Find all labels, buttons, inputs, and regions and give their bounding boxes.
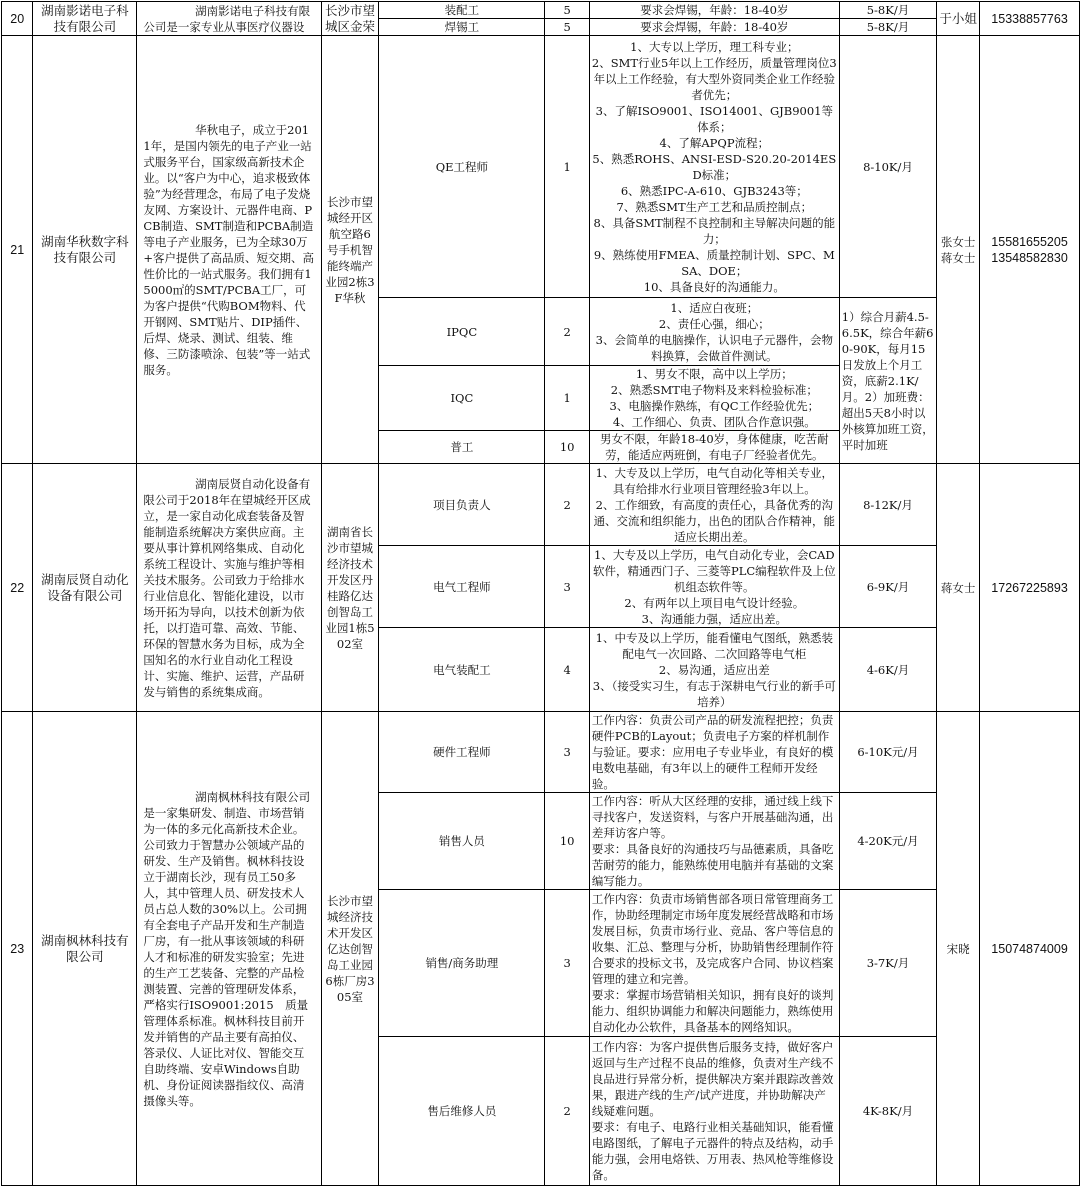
row-number: 21	[2, 36, 33, 464]
job-requirements: 1、中专及以上学历，能看懂电气图纸，熟悉装配电气一次回路、二次回路等电气柜 2、易沟通，适应出差 3、（接受实习生，有志于深耕电气行业的新手可培养）	[589, 628, 839, 712]
job-count: 1	[545, 366, 589, 431]
job-salary: 6-10K元/月	[839, 712, 936, 793]
row-number: 20	[2, 2, 33, 36]
company-intro: 湖南影诺电子科技有限公司是一家专业从事医疗仪器设	[137, 2, 321, 36]
job-salary: 4-20K元/月	[839, 793, 936, 890]
job-requirements: 要求会焊锡，年龄：18-40岁	[589, 19, 839, 36]
job-title: 电气工程师	[379, 546, 545, 628]
company-intro: 湖南辰贤自动化设备有限公司于2018年在望城经开区成立，是一家自动化成套装备及智能制造系统解决方案供应商。主要从事计算机网络集成、自动化系统工程设计、实施与维护等相关技术服务。公司致力于给排水行业信息化、智能化建设，以市场开拓为导向，以技术创新为依托，以打造可靠、高效、节能、环保的智慧水务为目标，成为全国知名的水行业自动化工程设计、实施、维护、运营，产品研发与销售的系统集成商。	[137, 464, 321, 712]
company-intro: 华秋电子，成立于2011年，是国内领先的电子产业一站式服务平台，国家级高新技术企业。以“客户为中心，追求极致体验”为经营理念，布局了电子发烧友网、方案设计、元器件电商、PCB制造、SMT制造和PCBA制造等电子产业服务，已为全球30万+客户提供了高品质、短交期、高性价比的一站式服务。我们拥有15000㎡的SMT/PCBA工厂，可为客户提供“代购BOM物料、代开钢网、SMT贴片、DIP插件、后焊、烧录、测试、组装、维修、三防漆喷涂、包装”等一站式服务。	[137, 36, 321, 464]
job-requirements: 工作内容：负责市场销售部各项日常管理商务工作，协助经理制定市场年度发展经营战略和市场发展目标，负责市场行业、竞品、客户等信息的收集、汇总、整理与分析，协助销售经理制作符合要求的投标文书，及完成客户合同、协议档案管理的建立和完善。 要求：掌握市场营销相关知识，拥有良好的谈判能力、组织协调能力和解决问题能力，熟练使用自动化办公软件，具备基本的网络知识。	[589, 890, 839, 1037]
contact-person: 于小姐	[937, 2, 980, 36]
job-count: 4	[545, 628, 589, 712]
contact-phone: 17267225893	[980, 464, 1080, 712]
contact-person: 宋晓	[937, 712, 980, 1186]
contact-phone: 15338857763	[980, 2, 1080, 36]
job-title: QE工程师	[379, 36, 545, 298]
work-address: 长沙市望城区金荣	[321, 2, 379, 36]
recruitment-table	[1, 1, 1080, 1186]
job-salary: 4-6K/月	[839, 628, 936, 712]
job-title: 装配工	[379, 2, 545, 19]
row-number: 22	[2, 464, 33, 712]
job-title: 项目负责人	[379, 464, 545, 546]
job-title: 售后维修人员	[379, 1037, 545, 1186]
job-salary: 8-12K/月	[839, 464, 936, 546]
company-intro: 湖南枫林科技有限公司是一家集研发、制造、市场营销为一体的多元化高新技术企业。公司致力于智慧办公领域产品的研发、生产及销售。枫林科技设立于湖南长沙，现有员工50多人，其中管理人员、研发技术人员占总人数的30%以上。公司拥有全套电子产品开发和生产制造厂房，有一批从事该领域的科研人才和标准的研发实验室；先进的生产工艺装备、完整的产品检测装置、完善的管理研发体系，严格实行ISO9001:2015 质量管理体系标准。枫林科技目前开发并销售的产品主要有高拍仪、答录仪、人证比对仪、智能交互自助终端、安卓Windows自助机、身份证阅读器指纹仪、高清摄像头等。	[137, 712, 321, 1186]
table-row	[2, 464, 1080, 546]
job-requirements: 1、大专及以上学历，电气自动化专业，会CAD软件，精通西门子、三菱等PLC编程软件及上位机组态软件等。 2、有两年以上项目电气设计经验。 3、沟通能力强，适应出差。	[589, 546, 839, 628]
job-title: 销售/商务助理	[379, 890, 545, 1037]
job-title: IQC	[379, 366, 545, 431]
contact-phone	[980, 36, 1080, 464]
company-name: 湖南枫林科技有限公司	[33, 712, 137, 1186]
job-requirements: 工作内容：负责公司产品的研发流程把控；负责硬件PCB的Layout；负责电子方案的样机制作与验证。要求：应用电子专业毕业，有良好的模电数电基础，有3年以上的硬件工程师开发经验。	[589, 712, 839, 793]
table-row	[2, 2, 1080, 19]
work-address: 湖南省长沙市望城经济技术开发区丹桂路亿达创智岛工业园1栋502室	[321, 464, 379, 712]
contact-person: 蒋女士	[937, 464, 980, 712]
table-row	[2, 36, 1080, 298]
contact-phone-1: 15581655205	[991, 234, 1068, 249]
company-name: 湖南华秋数字科技有限公司	[33, 36, 137, 464]
job-count: 3	[545, 546, 589, 628]
job-count: 1	[545, 36, 589, 298]
job-salary: 8-10K/月	[839, 36, 936, 298]
contact-phone-2: 13548582830	[991, 250, 1068, 265]
job-count: 2	[545, 1037, 589, 1186]
job-title: 电气装配工	[379, 628, 545, 712]
job-requirements: 工作内容：为客户提供售后服务支持，做好客户返回与生产过程不良品的维修，负责对生产线不良品进行异常分析，提供解决方案并跟踪改善效果，跟进产线的生产/试产进度，并协助解决产线疑难问题。 要求：有电子、电路行业相关基础知识，能看懂电路图纸，了解电子元器件的特点及结构，动手能力强，会用电烙铁、万用表、热风枪等维修设备。	[589, 1037, 839, 1186]
contact-phone: 15074874009	[980, 712, 1080, 1186]
job-count: 5	[545, 2, 589, 19]
job-title: IPQC	[379, 298, 545, 366]
company-name: 湖南辰贤自动化设备有限公司	[33, 464, 137, 712]
job-count: 3	[545, 712, 589, 793]
job-salary: 3-7K/月	[839, 890, 936, 1037]
job-requirements: 男女不限，年龄18-40岁，身体健康，吃苦耐劳，能适应两班倒，有电子厂经验者优先。	[589, 431, 839, 464]
job-title: 普工	[379, 431, 545, 464]
job-title: 销售人员	[379, 793, 545, 890]
company-name: 湖南影诺电子科技有限公司	[33, 2, 137, 36]
job-count: 2	[545, 298, 589, 366]
job-salary: 1）综合月薪4.5-6.5K，综合年薪60-90K，每月15日发放上个月工资，底薪2.1K/月。2）加班费：超出5天8小时以外核算加班工资，平时加班	[839, 298, 936, 464]
job-salary: 6-9K/月	[839, 546, 936, 628]
job-count: 2	[545, 464, 589, 546]
work-address: 长沙市望城经开区航空路6号手机智能终端产业园2栋3F华秋	[321, 36, 379, 464]
work-address: 长沙市望城经济技术开发区亿达创智岛工业园6栋厂房305室	[321, 712, 379, 1186]
contact-person: 张女士蒋女士	[937, 36, 980, 464]
job-requirements: 1、男女不限，高中以上学历； 2、熟悉SMT电子物料及来料检验标准； 3、电脑操作熟练，有QC工作经验优先； 4、工作细心、负责、团队合作意识强。	[589, 366, 839, 431]
job-requirements: 1、大专以上学历，理工科专业； 2、SMT行业5年以上工作经历，质量管理岗位3年以上工作经验，有大型外资同类企业工作经验者优先； 3、了解ISO9001、ISO14001、GJB9001等体系； 4、了解APQP流程； 5、熟悉ROHS、ANSI-ESD-S20.20-2014ESD标准； 6、熟悉IPC-A-610、GJB3243等； 7、熟悉SMT生产工艺和品质控制点； 8、具备SMT制程不良控制和主导解决问题的能力； 9、熟练使用FMEA、质量控制计划、SPC、MSA、DOE； 10、具备良好的沟通能力。	[589, 36, 839, 298]
job-salary: 5-8K/月	[839, 19, 936, 36]
job-title: 硬件工程师	[379, 712, 545, 793]
job-count: 10	[545, 793, 589, 890]
job-salary: 4K-8K/月	[839, 1037, 936, 1186]
job-count: 3	[545, 890, 589, 1037]
row-number: 23	[2, 712, 33, 1186]
job-requirements: 1、大专及以上学历，电气自动化等相关专业，具有给排水行业项目管理经验3年以上。 2、工作细致，有高度的责任心，具备优秀的沟通、交流和组织能力，出色的团队合作精神，能适应长期出差。	[589, 464, 839, 546]
job-salary: 5-8K/月	[839, 2, 936, 19]
job-count: 10	[545, 431, 589, 464]
job-requirements: 1、适应白夜班； 2、责任心强，细心； 3、会简单的电脑操作，认识电子元器件，会物料换算，会做首件测试。	[589, 298, 839, 366]
job-requirements: 工作内容：听从大区经理的安排，通过线上线下寻找客户，发送资料，与客户开展基础沟通，出差拜访客户等。 要求：具备良好的沟通技巧与品德素质，具备吃苦耐劳的能力，能熟练使用电脑并有基础的文案编写能力。	[589, 793, 839, 890]
table-row	[2, 712, 1080, 793]
job-requirements: 要求会焊锡，年龄：18-40岁	[589, 2, 839, 19]
job-title: 焊锡工	[379, 19, 545, 36]
job-count: 5	[545, 19, 589, 36]
